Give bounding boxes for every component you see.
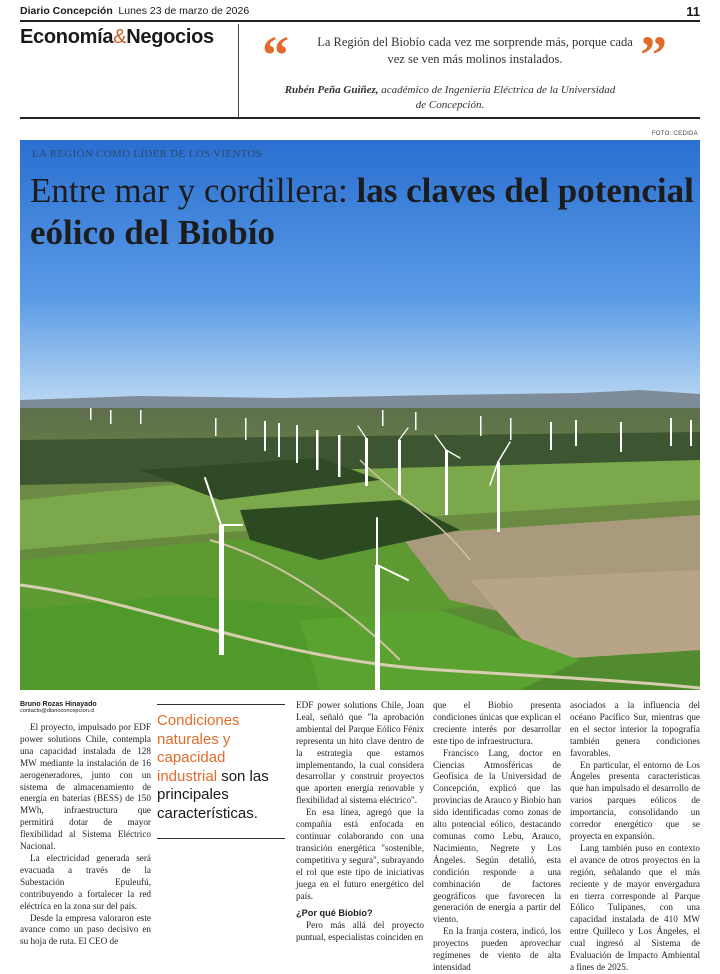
header-quote: La Región del Biobío cada vez me sorprende más, porque cada vez se ven más molinos instalados. [317, 35, 633, 66]
paragraph: Desde la empresa valoraron este avance como un paso decisivo en su hoja de ruta. El CEO de [20, 912, 151, 947]
pull-quote-rule-bottom [157, 838, 285, 839]
close-quote-icon: ” [640, 25, 667, 85]
paragraph: En la franja costera, indicó, los proyectos pueden aprovechar regímenes de viento de alta intensidad [433, 926, 561, 972]
section-title [20, 26, 214, 49]
byline [20, 701, 150, 714]
header-rule [20, 20, 700, 22]
paragraph: EDF power solutions Chile, Joan Leal, señaló que "la aprobación ambiental del Parque Eólico Fénix representa un hito clave dentro de la estrategia que estamos implementando, la cual considera desarrollar y construir proyectos que aporten energía renovable y flexibilidad al sistema eléctrico". [296, 700, 424, 806]
pull-quote-rest: son las principales características. [157, 767, 269, 822]
section-title-amp: & [113, 26, 127, 48]
paragraph: asociados a la influencia del océano Pacífico Sur, mientras que en el sector interior la topografía también genera condiciones favorables. [570, 700, 700, 758]
section-rule [20, 117, 700, 119]
quote-author-name: Rubén Peña Guiñez, [284, 84, 379, 96]
newspaper-name: Diario Concepción [20, 5, 113, 17]
paragraph: La electricidad generada será evacuada a través de la Subestación Epuleufú, contribuyendo a fortalecer la red eléctrica en la zona sur del país. [20, 852, 151, 911]
byline-author: Bruno Rozas Hinayado [20, 701, 97, 708]
paragraph: En esa línea, agregó que la compañía está enfocada en continuar colaborando con una transición energética "sostenible, competitiva y segura", subrayando el rol que este tipo de iniciativas juega en el futuro energético del país. [296, 807, 424, 901]
paragraph: Lang también puso en contexto el avance de otros proyectos en la región, señalando que el más reciente y de mayor envergadura en tierra corresponde al Parque Eólico Tulipanes, con una capacidad instalada de 410 MW entre Quilleco y Los Ángeles, el cual ingresó al Sistema de Evaluación de Impacto Ambiental a fines de 2025. [570, 842, 700, 972]
open-quote-icon: “ [262, 25, 289, 85]
section-title-part1: Economía [20, 26, 114, 48]
pull-quote-rule-top [157, 704, 285, 705]
headline-bold: las claves del potencial eólico del Biobío [30, 171, 694, 252]
photo-credit: FOTO: CEDIDA [651, 131, 698, 137]
header-divider [238, 24, 239, 118]
paragraph: En particular, el entorno de Los Ángeles presenta características que han impulsado el desarrollo de varios parques eólicos de importancia, consolidando un corredor energético que se proyecta en expansión. [570, 759, 700, 841]
paragraph: Francisco Lang, doctor en Ciencias Atmosféricas de Geofísica de la Universidad de Concepción, explicó que las provincias de Arauco y Biobío han sido identificadas como zonas de alto potencial eólico, destacando comunas como Lebu, Arauco, Nacimiento, Negrete y Los Ángeles. Según detalló, esta condición responde a una combinación de factores geográficos que favorecen la generación de energía a partir del viento. [433, 747, 561, 925]
article-column-1 [20, 722, 151, 948]
byline-email: contacto@diarioconcepcion.cl [20, 708, 95, 714]
article-headline [30, 170, 695, 254]
quote-author-role: académico de Ingeniería Eléctrica de la Universidad de Concepción. [378, 84, 616, 111]
section-title-part2: Negocios [126, 26, 214, 48]
article-column-4 [433, 700, 561, 974]
page-header [20, 5, 700, 19]
paragraph: que el Biobío presenta condiciones únicas que explican el creciente interés por desarrollar este tipo de infraestructura. [433, 700, 561, 746]
pull-quote-highlight: Condiciones naturales y capacidad industrial [157, 712, 240, 785]
paragraph: Pero más allá del proyecto puntual, especialistas coinciden en [296, 920, 424, 943]
article-kicker: LA REGIÓN COMO LÍDER DE LOS VIENTOS [32, 148, 263, 160]
issue-date: Lunes 23 de marzo de 2026 [118, 5, 250, 17]
pull-quote [157, 712, 285, 823]
page-number: 11 [686, 4, 700, 19]
article-column-5 [570, 700, 700, 974]
headline-light: Entre mar y cordillera: [30, 171, 348, 210]
paragraph: El proyecto, impulsado por EDF power solutions Chile, contempla una capacidad instalada de 128 MW mediante la instalación de 16 aerogeneradores, junto con un sistema de almacenamiento de energía en baterías (BESS) de 150 MWh, infraestructura que permitirá dotar de mayor flexibilidad al Sistema Eléctrico Nacional. [20, 722, 151, 852]
article-column-3 [296, 700, 424, 944]
subheading: ¿Por qué Biobío? [296, 908, 373, 919]
quote-attribution [280, 83, 620, 113]
